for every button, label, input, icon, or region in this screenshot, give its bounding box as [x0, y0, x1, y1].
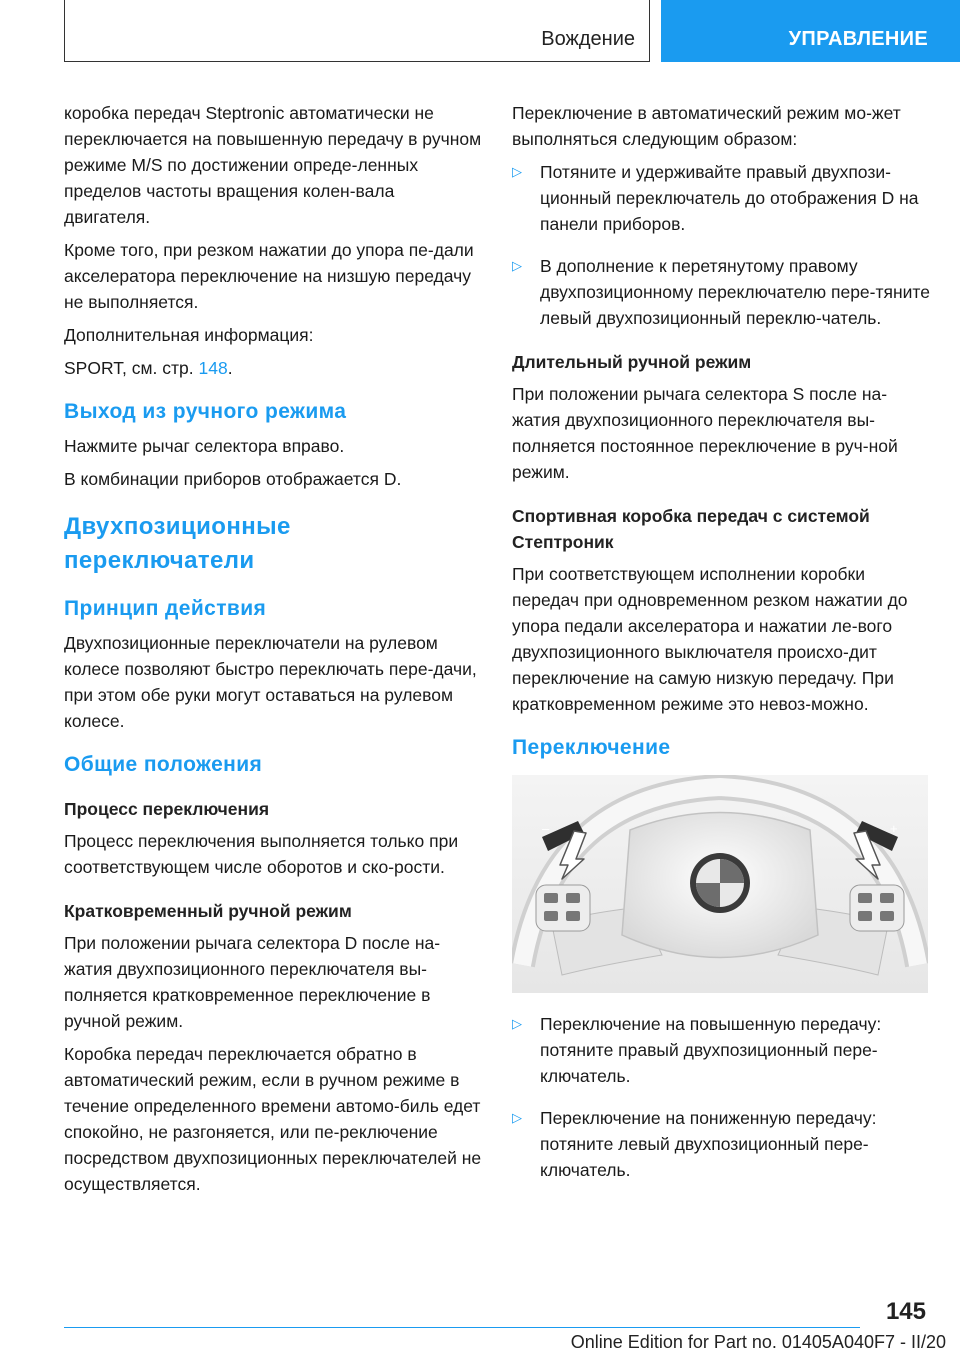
- footer-divider: [64, 1327, 860, 1328]
- heading-temporary-manual: Кратковременный ручной режим: [64, 901, 352, 921]
- heading-paddle-shifters: Двухпозиционные переключатели: [64, 513, 291, 574]
- paragraph: При положении рычага селектора D после на-жатия двухпозиционного переключателя вы-полняется кратковременное переключение в ручной режим.: [64, 933, 441, 1031]
- footer-edition: Online Edition for Part no. 01405A040F7 - II/20: [570, 1332, 946, 1352]
- minus-paddle-label: –: [542, 821, 550, 836]
- paragraph: При соответствующем исполнении коробки передач при одновременном резком нажатии до упора педали акселератора и нажатии ле-вого двухпозиционного выключателя происхо-дит переключение на самую низкую передачу. При кратковременном режиме это невоз-можно.: [512, 564, 908, 714]
- page-number: 145: [885, 1298, 926, 1325]
- reference-suffix: .: [227, 358, 233, 378]
- paragraph: Дополнительная информация:: [64, 325, 314, 345]
- heading-general: Общие положения: [64, 753, 263, 776]
- header-chapter-tab: [661, 0, 960, 62]
- paragraph: Кроме того, при резком нажатии до упора пе-дали акселератора переключение на низшую передачу не выполняется.: [64, 240, 474, 312]
- heading-exit-manual-mode: Выход из ручного режима: [64, 400, 347, 423]
- heading-permanent-manual: Длительный ручной режим: [512, 352, 752, 372]
- heading-shift-process: Процесс переключения: [64, 799, 270, 819]
- paragraph: Нажмите рычаг селектора вправо.: [64, 436, 345, 456]
- paragraph-sport-reference: [64, 355, 484, 381]
- header-section-tab: [64, 0, 650, 62]
- plus-paddle-label: +: [890, 821, 898, 836]
- list-item: ▷ Переключение на пониженную передачу: потяните левый двухпозиционный пере-ключатель.: [512, 1105, 932, 1183]
- triangle-bullet-icon: ▷: [512, 1110, 522, 1125]
- paragraph: При положении рычага селектора S после на-жатия двухпозиционного переключателя вы-полняется постоянное переключение в руч-ной режим.: [512, 384, 898, 482]
- paragraph: Процесс переключения выполняется только при соответствующем числе оборотов и ско-рости.: [64, 831, 459, 877]
- bullet-list-shifting: [512, 1011, 932, 1183]
- bullet-list-auto-return: [512, 159, 932, 331]
- triangle-bullet-icon: ▷: [512, 1016, 522, 1031]
- reference-prefix: SPORT, см. стр.: [64, 358, 199, 378]
- heading-sport-transmission: Спортивная коробка передач с системой Стептроник: [512, 506, 870, 552]
- heading-principle: Принцип действия: [64, 597, 267, 620]
- paragraph: Переключение в автоматический режим мо-жет выполняться следующим образом:: [512, 103, 901, 149]
- triangle-bullet-icon: ▷: [512, 164, 522, 179]
- paragraph: В комбинации приборов отображается D.: [64, 469, 402, 489]
- list-item: ▷ В дополнение к перетянутому правому двухпозиционному переключателю пере-тяните левый двухпозиционный переклю-чатель.: [512, 253, 932, 331]
- header-section-title: Вождение: [541, 28, 635, 50]
- heading-shifting: Переключение: [512, 736, 671, 759]
- triangle-bullet-icon: ▷: [512, 258, 522, 273]
- paragraph: коробка передач Steptronic автоматически не переключается на повышенную передачу в ручном режиме M/S по достижении опреде-ленных пределов частоты вращения колен-вала двигателя.: [64, 103, 482, 227]
- header-chapter-title: УПРАВЛЕНИЕ: [788, 28, 928, 50]
- steering-wheel-paddles-illustration: [512, 775, 928, 993]
- page-link-148[interactable]: 148: [198, 358, 228, 378]
- paragraph: Двухпозиционные переключатели на рулевом колесе позволяют быстро переключать пере-дачи, при этом обе руки могут оставаться на рулевом колесе.: [64, 633, 477, 731]
- left-column: [64, 100, 484, 1204]
- list-item: ▷ Переключение на повышенную передачу: потяните правый двухпозиционный пере-ключатель.: [512, 1011, 932, 1089]
- right-column: [512, 100, 932, 1199]
- paragraph: Коробка передач переключается обратно в автоматический режим, если в ручном режиме в течение определенного времени автомо-биль едет спокойно, не разгоняется, или пе-реключение посредством двухпозиционных переключателей не осуществляется.: [64, 1044, 482, 1194]
- list-item: ▷ Потяните и удерживайте правый двухпози-ционный переключатель до отображения D на панели приборов.: [512, 159, 932, 237]
